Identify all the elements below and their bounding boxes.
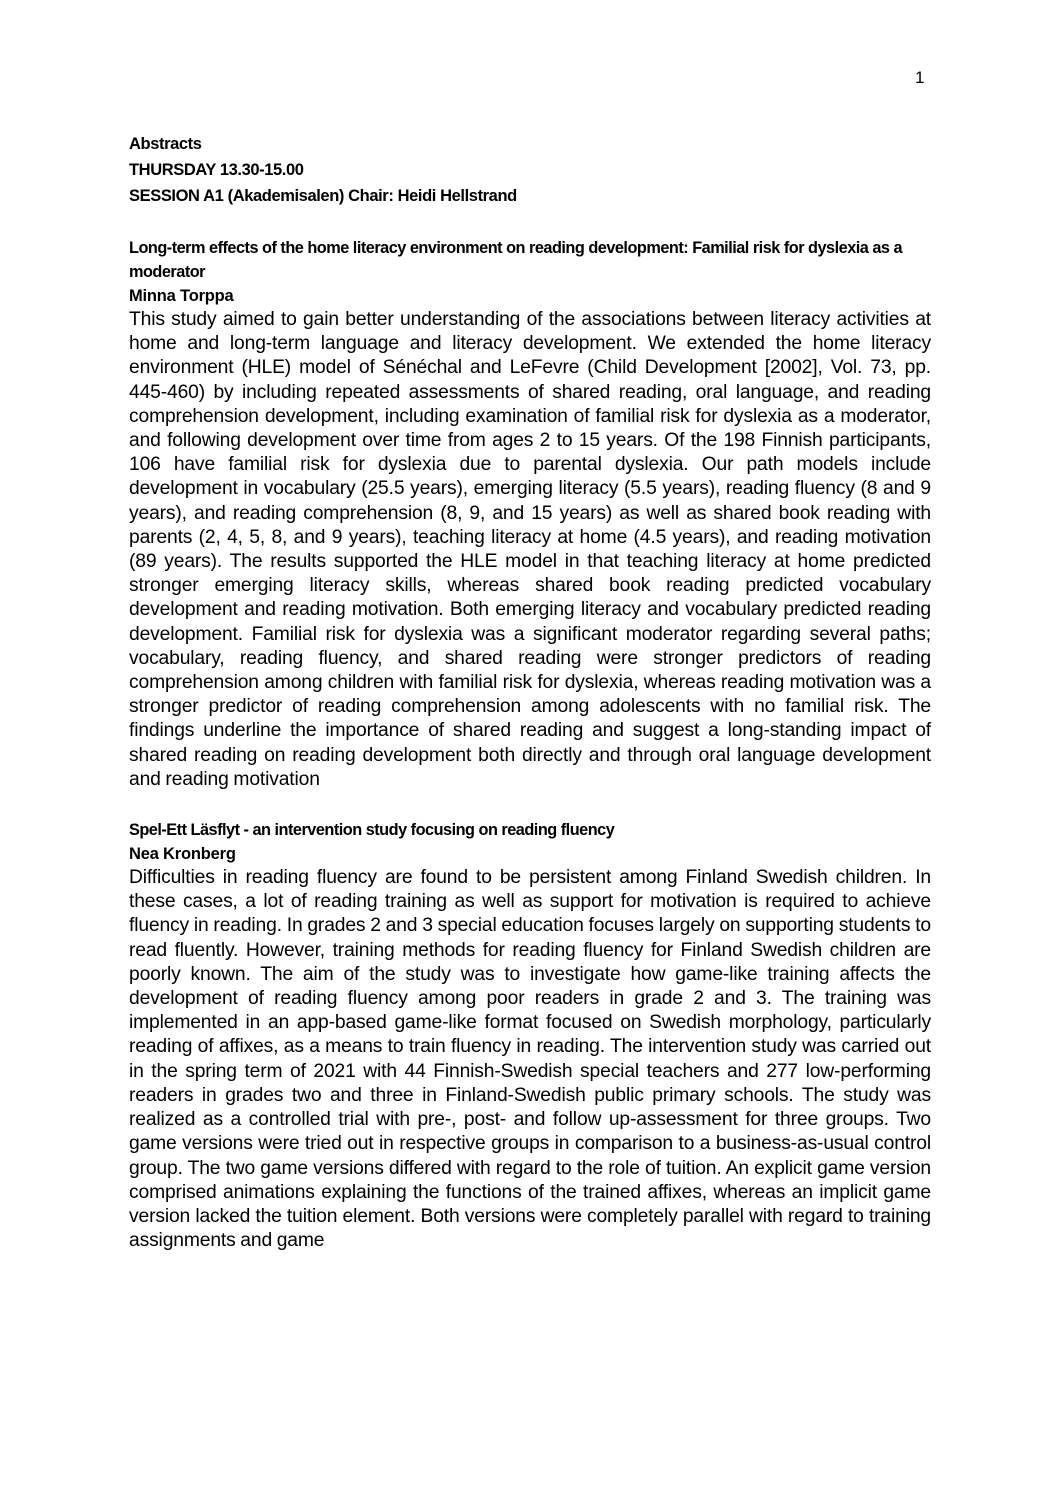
header-session-time: THURSDAY 13.30-15.00 — [129, 161, 304, 179]
abstract-body: This study aimed to gain better understanding of the associations between literacy activities at home and long-term language and literacy development. We extended the home literacy environment (HLE) model of Sénéchal and LeFevre (Child Development [2002], Vol. 73, pp. 445-460) by including repeated assessments of shared reading, oral language, and reading comprehension development, including examination of familial risk for dyslexia as a moderator, and following development over time from ages 2 to 15 years. Of the 198 Finnish participants, 106 have familial risk for dyslexia due to parental dyslexia. Our path models include development in vocabulary (25.5 years), emerging literacy (5.5 years), reading fluency (8 and 9 years), and reading comprehension (8, 9, and 15 years) as well as shared book reading with parents (2, 4, 5, 8, and 9 years), teaching literacy at home (4.5 years), and reading motivation (89 years). The results supported the HLE model in that teaching literacy at home predicted stronger emerging literacy skills, whereas shared book reading predicted vocabulary development and reading motivation. Both emerging literacy and vocabulary predicted reading development. Familial risk for dyslexia was a significant moderator regarding several paths; vocabulary, reading fluency, and shared reading were stronger predictors of reading comprehension among children with familial risk for dyslexia, whereas reading motivation was a stronger predictor of reading comprehension among adolescents with no familial risk. The findings underline the importance of shared reading and suggest a long-standing impact of shared reading on reading development both directly and through oral language development and reading motivation — [129, 309, 931, 790]
abstract-author: Minna Torppa — [129, 287, 234, 305]
abstract-body: Difficulties in reading fluency are found to be persistent among Finland Swedish children. In these cases, a lot of reading training as well as support for motivation is required to achieve fluency in reading. In grades 2 and 3 special education focuses largely on supporting students to read fluently. However, training methods for reading fluency for Finland Swedish children are poorly known. The aim of the study was to investigate how game-like training affects the development of reading fluency among poor readers in grade 2 and 3. The training was implemented in an app-based game-like format focused on Swedish morphology, particularly reading of affixes, as a means to train fluency in reading. The intervention study was carried out in the spring term of 2021 with 44 Finnish-Swedish special teachers and 277 low-performing readers in grades two and three in Finland-Swedish public primary schools. The study was realized as a controlled trial with pre-, post- and follow up-assessment for three groups. Two game versions were tried out in respective groups in comparison to a business-as-usual control group. The two game versions differed with regard to the role of tuition. An explicit game version comprised animations explaining the functions of the trained affixes, whereas an implicit game version lacked the tuition element. Both versions were completely parallel with regard to training assignments and game — [129, 867, 931, 1252]
abstract-title: Spel-Ett Läsflyt - an intervention study focusing on reading fluency — [129, 821, 615, 840]
abstract-torppa — [129, 236, 931, 792]
document-content — [129, 131, 931, 1253]
session-header — [129, 131, 931, 209]
header-session-chair: SESSION A1 (Akademisalen) Chair: Heidi Hellstrand — [129, 187, 517, 205]
abstract-title: Long-term effects of the home literacy environment on reading development: Familial risk for dyslexia as a moderator — [129, 239, 903, 281]
header-abstracts-label: Abstracts — [129, 135, 202, 153]
abstract-author: Nea Kronberg — [129, 845, 236, 864]
page-number: 1 — [915, 68, 925, 87]
abstract-kronberg — [129, 818, 931, 1253]
